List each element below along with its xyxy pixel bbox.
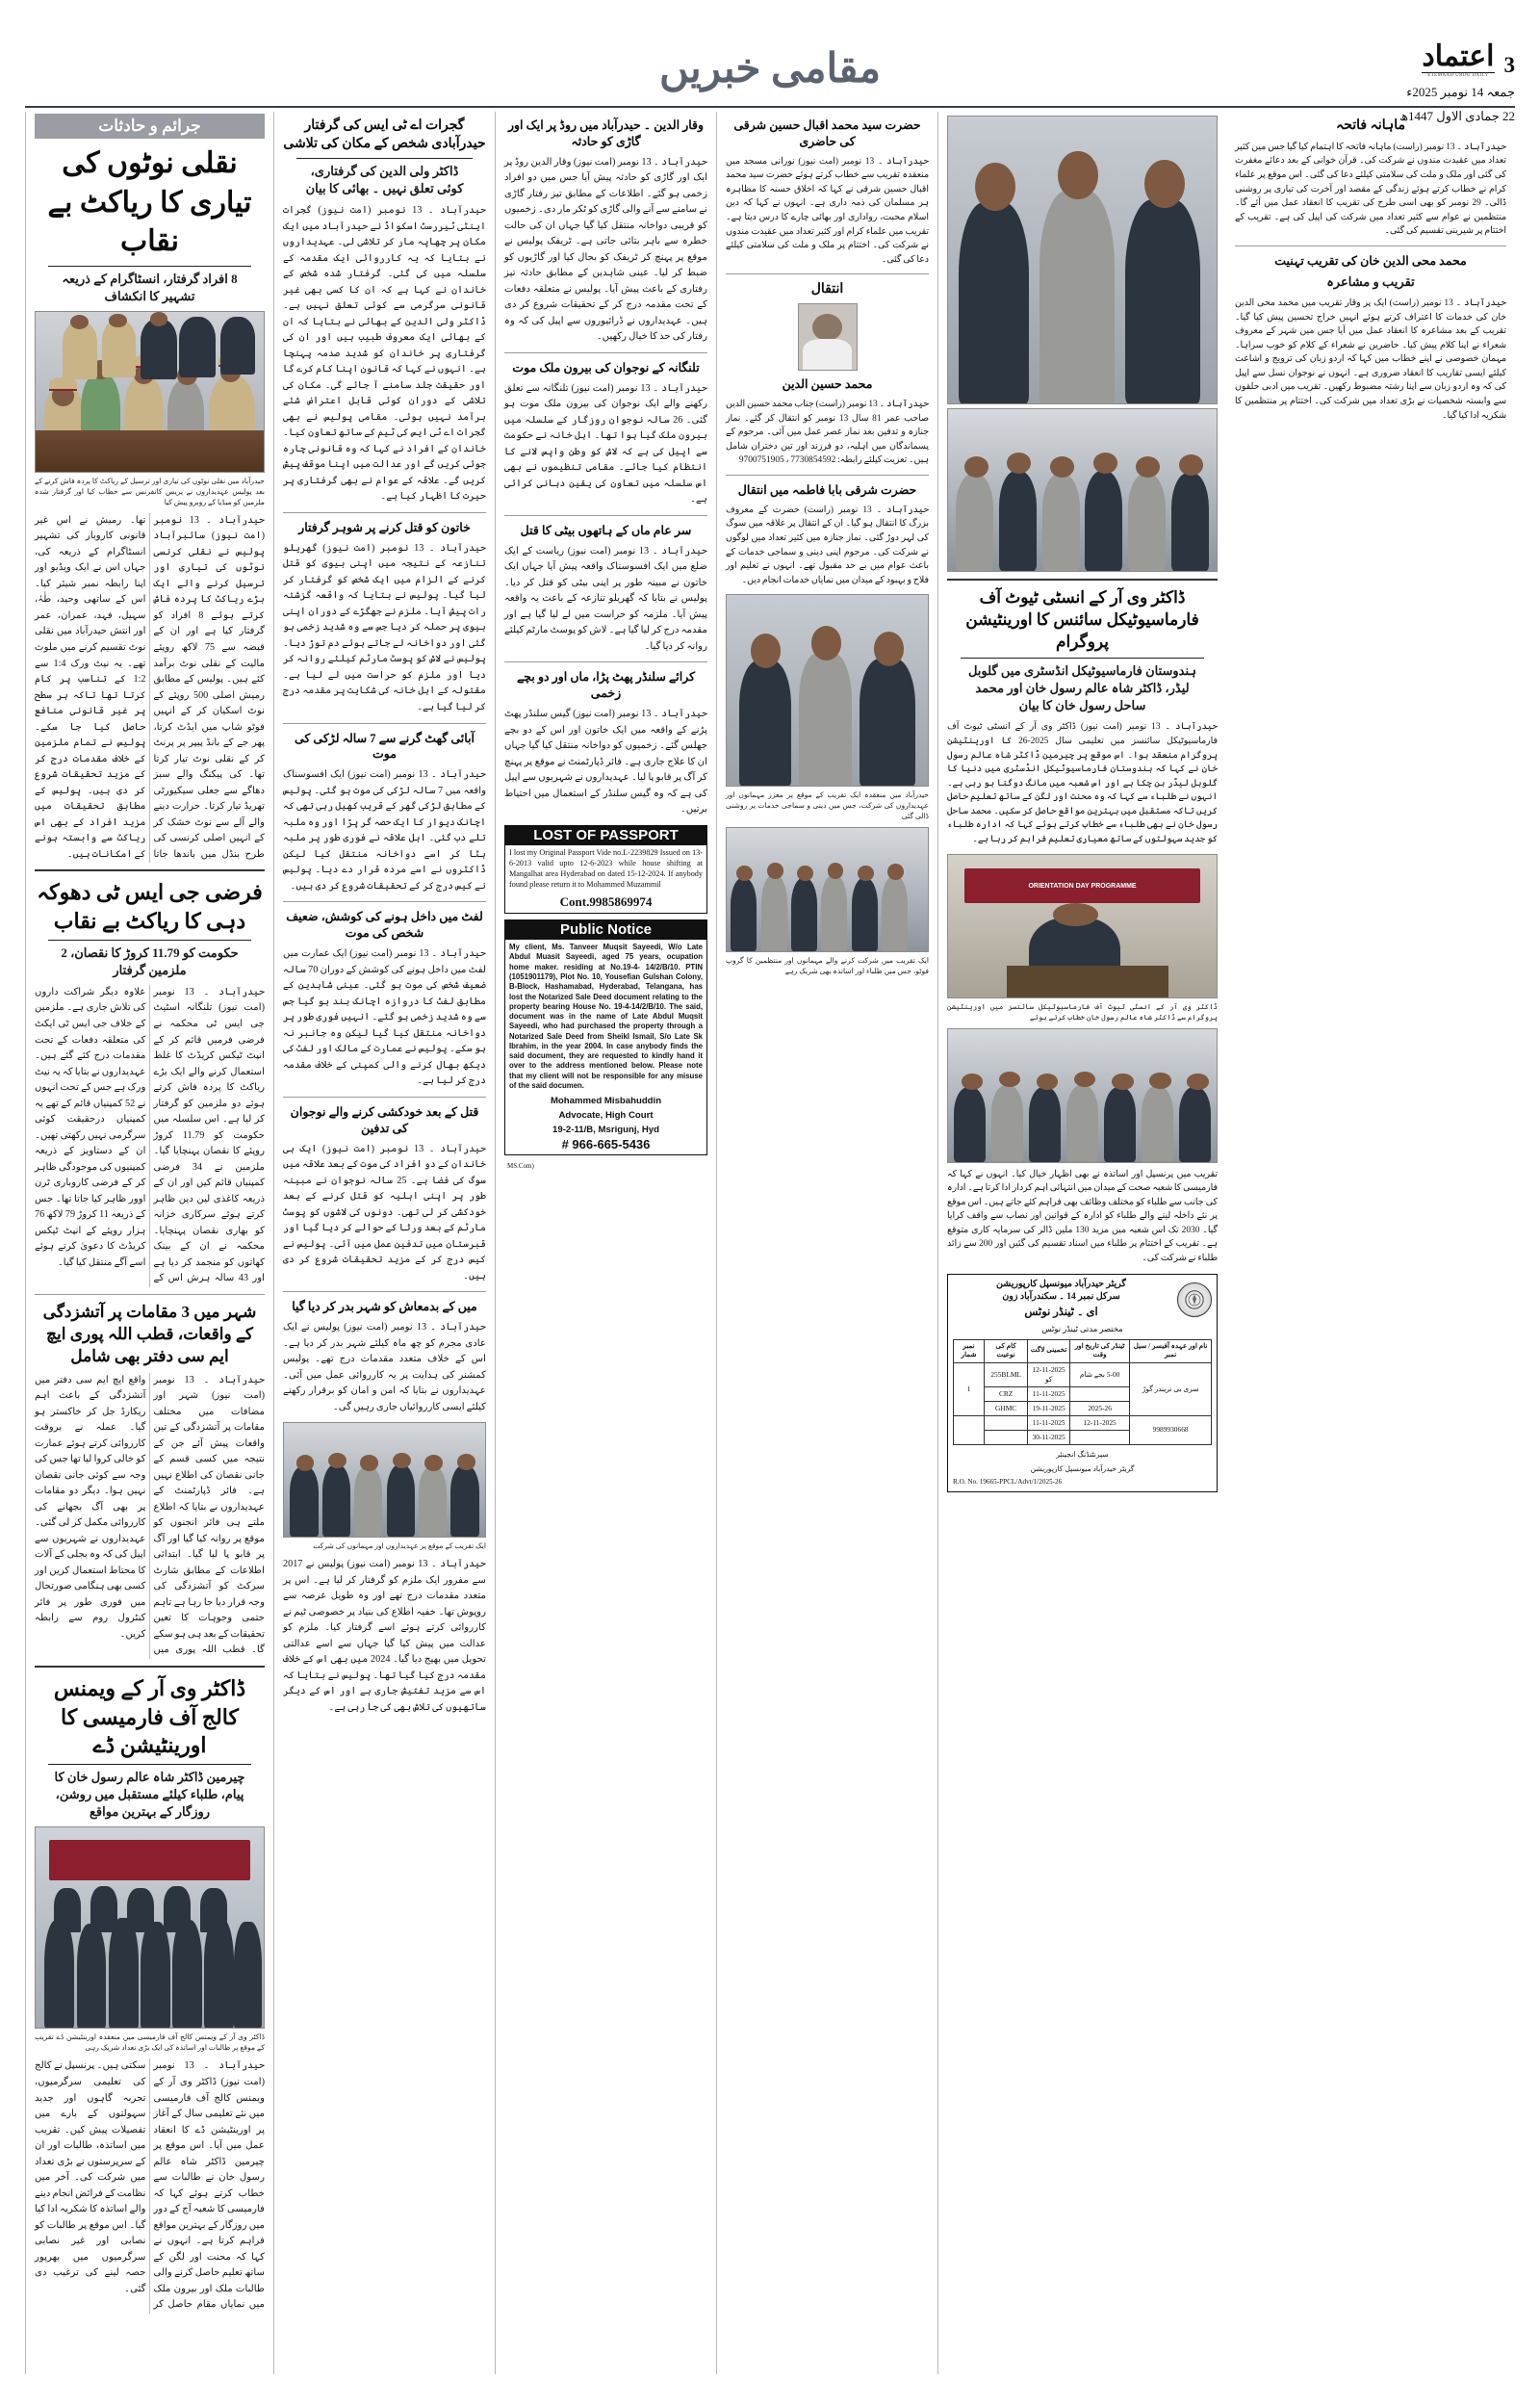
orientation-banner-text: ORIENTATION DAY PROGRAMME (1028, 882, 1137, 890)
c4-story2-headline: تلنگانہ کے نوجوان کی بیرون ملک موت (512, 360, 700, 375)
c3-obituary-body: حیدرآباد ۔ 13 نومبر (راست) جناب محمد حسین الدین صاحب عمر 81 سال 13 نومبر کو انتقال کر گئے۔ نماز جنازہ و تدفین بعد نماز عصر عمل میں آئی۔ مرحوم کے پسماندگان میں اہلیہ، دو فرزند اور تین دختران شامل ہیں۔ تعزیت کیلئے رابطہ: 7730854592 ، 9700751905 (726, 400, 929, 466)
date-hijri: 22 جمادی الاول 1447ھ (1399, 108, 1515, 123)
c5-story2-body: حیدرآباد ۔ 13 نومبر (امت نیوز) گھریلو تنازعہ کے نتیجہ میں اپنی بیوی کو قتل کرنے کے الزام میں ایک شخص کو گرفتار کر لیا گیا۔ پولیس نے بتایا کہ واقعہ گزشتہ رات پیش آیا۔ ملزم نے جھگڑے کے دوران اپنی بیوی پر حملہ کر دیا جس سے وہ شدید زخمی ہو گئی اور دواخانہ لے جاتے ہوئے دم توڑ دیا۔ پولیس نے لاش کو پوسٹ مارٹم کیلئے روانہ کر دیا اور ملزم کو حراست میں لے لیا ہے۔ مقتولہ کے اہل خانہ کی شکایت پر مقدمہ درج کر لیا گیا ہے۔ (283, 542, 486, 712)
c4-story3-body: حیدرآباد ۔ 13 نومبر (امت نیوز) ریاست کے ایک ضلع میں ایک افسوسناک واقعہ پیش آیا جہاں ایک خاتون نے مبینہ طور پر اپنی بیٹی کو قتل کر دیا۔ پولیس نے بتایا کہ گھریلو تنازعہ کے باعث یہ واقعہ پیش آیا۔ ملزمہ کو حراست میں لے لیا گیا ہے اور مقدمہ درج کر لیا گیا ہے۔ لاش کو پوسٹ مارٹم کیلئے روانہ کر دیا گیا۔ (503, 545, 707, 652)
public-notice-sign-line2: Advocate, High Court (558, 1110, 654, 1122)
photo-obituary-portrait (798, 303, 858, 371)
story4-body: حیدرآباد ۔ 13 نومبر (امت نیوز) ڈاکٹر وی آر کے ویمنس کالج آف فارمیسی میں نئے تعلیمی سال کے آغاز پر اورینٹیشن ڈے کا انعقاد عمل میں آیا۔ اس موقع پر چیرمین ڈاکٹر شاہ عالم رسول خان نے طالبات سے خطاب کرتے ہوئے کہا کہ فارمیسی کا شعبہ آج کے دور میں روزگار کے بہترین مواقع فراہم کرتا ہے۔ انہوں نے کہا کہ محنت اور لگن کے ساتھ تعلیم حاصل کرنے والی طالبات ملک اور بیرون ملک میں نمایاں مقام حاصل کر سکتی ہیں۔ پرنسپل نے کالج کی تعلیمی سرگرمیوں، تجربہ گاہوں اور جدید سہولتوں کے بارے میں تفصیلات پیش کیں۔ تقریب میں اساتذہ، طالبات اور ان کے سرپرستوں نے بڑی تعداد میں شرکت کی۔ آخر میں نظامت کے فرائض انجام دینے والے اساتذہ کا شکریہ ادا کیا گیا۔ اس موقع پر طالبات کو نصابی اور غیر نصابی سرگرمیوں میں بھرپور حصہ لینے کی ترغیب دی گئی۔ (35, 2060, 265, 2311)
tender-header-row (954, 1339, 1212, 1362)
c3-obituary-name: محمد حسین الدین (782, 377, 873, 392)
c5-story5-body: حیدرآباد ۔ 13 نومبر (امت نیوز) ایک ہی خاندان کے دو افراد کی موت کے بعد علاقہ میں سوگ کی فضا ہے۔ 25 سالہ نوجوان نے مبینہ طور پر اپنی اہلیہ کو قتل کرنے کے بعد خودکشی کر لی تھی۔ دونوں کی لاشوں کو پوسٹ مارٹم کے بعد ورثا کے حوالے کر دیا گیا اور قبرستان میں تدفین عمل میں آئی۔ پولیس نے کیس درج کر کے مزید تحقیقات شروع کر دی ہیں۔ (283, 1143, 486, 1281)
tender-cell-work-0: 255BLML (985, 1363, 1028, 1387)
tender-cell-sno-0: 1 (954, 1363, 985, 1416)
tender-org-line2: سرکل نمبر 14 ۔ سکندرآباد زون (1002, 1292, 1120, 1303)
public-notice-body: My client, Ms. Tanveer Muqsit Sayeedi, W/o Late Abdul Muasit Sayeedi, aged 75 years, ocupation home maker. residing at No.19-4- 14/2/B/10. PTIN (1051901179), Plot No. 10, Yousefian Gulshan Colony, B-Block, Hashamabad, Hyderabad, Telangana, has lost the Notarized Sale Deed document relating to the property bearing House No. 19-4-14/2/B/10. The said, document was in the name of Late Abdul Muqsit Sayeedi, who had purchased the property through a Notarized Sale Deed from Sheikl Ismail, S/o Late Sk Ibrahim, in the year 2004. In case anybody finds the said document, they are requested to kindly hand it over to the address mentioned below. Please note that my client will not be responsible for any misuse of the said documen. (509, 943, 703, 1091)
tender-cell-cost-2: 19-11-2025 (1028, 1401, 1070, 1415)
tender-cell-work-2: GHMC (985, 1401, 1028, 1415)
tender-table (953, 1339, 1212, 1445)
lost-passport-title: LOST OF PASSPORT (505, 826, 706, 846)
c3-story3-body: حیدرآباد ۔ 13 نومبر (راست) حضرت کے معروف بزرگ کا انتقال ہو گیا۔ ان کے انتقال پر علاقہ میں سوگ کی لہر دوڑ گئی۔ نماز جنازہ میں کثیر تعداد میں لوگوں نے شرکت کی۔ مرحوم اپنی دینی و سماجی خدمات کے باعث عوام میں بے حد مقبول تھے۔ انہوں نے تعلیم اور فلاح و بہبود کے میدان میں نمایاں خدمات انجام دیں۔ (726, 505, 929, 585)
brand-logo-subtitle: ETEMAAD URDU DAILY (1427, 73, 1489, 78)
section-title: مقامی خبریں (658, 47, 881, 91)
tender-notice (947, 1274, 1218, 1492)
c2-photo-caption: ڈاکٹر وی آر کے انسٹی ٹیوٹ آف فارماسیوٹیکل سائنسز میں اورینٹیشن پروگرام سے ڈاکٹر شاہ عالم رسول خان خطاب کرتے ہوئے (947, 1001, 1218, 1022)
photo-event-hall (947, 116, 1218, 404)
c5-story4-body: حیدرآباد ۔ 13 نومبر (امت نیوز) ایک عمارت میں لفٹ میں داخل ہونے کی کوشش کے دوران 70 سالہ ضعیف شخص کی موت ہو گئی۔ عینی شاہدین کے مطابق لفٹ کا دروازہ اچانک بند ہو گیا جس سے وہ شدید زخمی ہو گئے۔ انہیں فوری طور پر دواخانہ منتقل کیا گیا لیکن وہ جانبر نہ ہو سکے۔ پولیس نے عمارت کے مالک اور لفٹ کی دیکھ بھال کرنے والی کمپنی کے خلاف مقدمہ درج کر لیا ہے۔ (283, 948, 486, 1087)
lead-body: حیدرآباد ۔ 13 نومبر (امت نیوز) سائبرآباد پولیس نے نقلی کرنسی نوٹوں کی تیاری اور ترسیل کرنے والے ایک بڑے ریاکٹ کا پردہ فاش کرتے ہوئے 8 افراد کو گرفتار کیا ہے اور ان کے قبضہ سے 75 لاکھ روپئے مالیت کے نقلی نوٹ برآمد کئے ہیں۔ پولیس کے مطابق رمیش اصلی 500 روپئے کے نوٹ اسکیان کر کے انہیں فوٹو شاپ میں ایڈٹ کرتا، پھر جے کے بانڈ پیپر پر پرنٹ کر کے نقلی نوٹ تیار کرتا تھا۔ کی پیکنگ والے سبز دھاگے سے جعلی سیکیورٹی تھریڈ تیار کرتا۔ حرارت دینے والے آلے سے نوٹ خشک کر کے انہیں اصلی کرنسی کی طرح بنڈل میں باندھا جاتا تھا۔ رمیش نے اس غیر قانونی کاروبار کی تشہیر انسٹاگرام کے ذریعہ کی، جہاں اس نے ایک ویڈیو اور اپنا رابطہ نمبر شیئر کیا۔ اس کے ساتھی وحید، طٰہٰ، سہیل، فہد، عمران، عمر اور انتش حیدرآباد میں نقلی نوٹ تقسیم کرنے میں ملوث تھے۔ یہ نیٹ ورک 1:4 سے 1:2 کے تناسب پر کام کرتا تھا تاکہ ہر سطح پر غیر قانونی منافع حاصل کیا جا سکے۔ پولیس نے تمام ملزمین کے خلاف مقدمات درج کر کے مزید تحقیقات شروع کر دی ہیں۔ پولیس کے مطابق تحقیقات میں مزید افراد کے بھی اس ریاکٹ سے وابستہ ہونے کے امکانات ہیں۔ (35, 514, 265, 860)
c4-story4-body: حیدرآباد ۔ 13 نومبر (امت نیوز) گیس سلنڈر پھٹ پڑنے کے واقعہ میں ایک خاتون اور اس کے دو بچے جھلس گئے۔ زخمیوں کو دواخانہ منتقل کیا گیا جہاں ان کا علاج جاری ہے۔ فائر ڈپارٹمنٹ نے موقع پر پہنچ کر آگ پر قابو پا لیا۔ عہدیداروں نے شہریوں سے اپیل کی ہے کہ وہ گیس سلنڈر کے استعمال میں احتیاط برتیں۔ (504, 709, 707, 815)
c4-story4-headline: کرائے سلنڈر پھٹ پڑا، ماں اور دو بچے زخمی (516, 670, 696, 701)
c1-story1-headline: ماہانہ فاتحہ (1336, 118, 1405, 133)
tender-cell-work-3 (985, 1415, 1028, 1430)
c1-story2-headline: محمد محی الدین خان کی تقریب تہنیت (1274, 253, 1467, 268)
public-notice-footer: MS.Com) (507, 1162, 534, 1171)
photo-group-students (947, 408, 1218, 572)
tender-col-sno: نمبر شمار (954, 1339, 985, 1362)
c1-story2-subhead: تقریب و مشاعرہ (1326, 273, 1415, 289)
c5-story4-headline: لفٹ میں داخل ہونے کی کوشش، ضعیف شخص کی موت (286, 910, 483, 941)
section-banner-crime (35, 114, 265, 139)
tender-cell-date-1 (1070, 1387, 1130, 1402)
tender-cell-cost-0: 12-11-2025 کو (1028, 1363, 1070, 1387)
c5-story6-body: حیدرآباد ۔ 13 نومبر (امت نیوز) پولیس نے ایک عادی مجرم کو چھ ماہ کیلئے شہر بدر کر دیا ہے۔ اس کے خلاف متعدد مقدمات درج تھے۔ پولیس کمشنر کی ہدایت پر یہ کارروائی عمل میں آئی۔ عہدیداروں نے بتایا کہ امن و امان کو برقرار رکھنے کیلئے ایسی کارروائیاں جاری رہیں گی۔ (283, 1322, 486, 1412)
tender-col-date: ٹینڈر کی تاریخ اور وقت (1070, 1339, 1130, 1362)
c5-story3-body: حیدرآباد ۔ 13 نومبر (امت نیوز) ایک افسوسناک واقعہ میں 7 سالہ لڑکی کی موت ہو گئی۔ پولیس کے مطابق لڑکی گھر کے قریب کھیل رہی تھی کہ اچانک دیوار کا ایک حصہ گر پڑا اور وہ ملبہ تلے دب گئی۔ اہل علاقہ نے فوری طور پر ملبہ ہٹا کر اسے دواخانہ منتقل کیا لیکن ڈاکٹروں نے اسے مردہ قرار دے دیا۔ پولیس نے کیس درج کر کے تحقیقات شروع کر دی ہیں۔ (283, 769, 486, 892)
tender-cell-work-4 (985, 1430, 1028, 1444)
tender-col-cost: تخمینی لاگت (1028, 1339, 1070, 1362)
c4-story2-body: حیدرآباد ۔ 13 نومبر (امت نیوز) تلنگانہ سے تعلق رکھنے والے ایک نوجوان کی بیرون ملک موت ہو گئی۔ 26 سالہ نوجوان روزگار کے سلسلہ میں بیرون ملک گیا ہوا تھا۔ اہل خانہ نے حکومت سے اپیل کی ہے کہ لاش کو وطن واپس لانے کا انتظام کیا جائے۔ مقامی تنظیموں نے بھی اس سلسلہ میں تعاون کی یقین دہانی کرائی ہے۔ (504, 382, 707, 505)
lead-headline: نقلی نوٹوں کی تیاری کا ریاکٹ بے نقاب (47, 147, 252, 257)
tender-cell-date-0: 5-00 بجے شام (1070, 1363, 1130, 1387)
lead-photo-caption: حیدرآباد میں نقلی نوٹوں کی تیاری اور ترسیل کے ریاکٹ کا پردہ فاش کرنے کے بعد پولیس عہدیداروں نے پریس کانفرنس سے خطاب کیا اور گرفتار شدہ ملزمین کو میڈیا کے روبرو پیش کیا (35, 476, 265, 506)
tender-cell-officer-0: سری بی نریندر گوڑ (1130, 1363, 1212, 1416)
c2-story1-body: حیدرآباد ۔ 13 نومبر (امت نیوز) ڈاکٹر وی آر کے انسٹی ٹیوٹ آف فارماسیوٹیکل سائنسز میں تعلیمی سال 2025-26 کا اورینٹیشن پروگرام منعقد ہوا۔ اس موقع پر چیرمین ڈاکٹر شاہ عالم رسول خان نے کہا کہ ہندوستان فارماسیوٹیکل انڈسٹری میں دنیا کا گلوبل لیڈر بن چکا ہے اور اس شعبہ میں مانگ دوگنا ہو رہی ہے۔ انہوں نے طلباء سے کہا کہ وہ محنت اور لگن کے ساتھ تعلیم حاصل کریں تاکہ مستقبل میں بہترین مواقع حاصل کر سکیں۔ محمد ساحل رسول خان نے بھی طلباء سے خطاب کرتے ہوئے کہا کہ ادارہ طلباء کو جدید سہولتوں کے ساتھ معیاری تعلیم فراہم کر رہا ہے۔ (947, 722, 1218, 844)
tender-cell-date-2: 2025-26 (1070, 1401, 1130, 1415)
photo-audience (947, 1028, 1218, 1163)
column-community (1226, 112, 1515, 2374)
tender-col-work: کام کی نوعیت (985, 1339, 1028, 1362)
c3-story3-headline: حضرت شرقی بابا فاطمہ میں انتقال (737, 483, 917, 498)
column-crime-main (25, 112, 273, 2374)
table-row (954, 1363, 1212, 1387)
c2-story1-headline: ڈاکٹر وی آر کے انسٹی ٹیوٹ آف فارماسیوٹیکل سائنس کا اورینٹیشن پروگرام (965, 588, 1199, 651)
c1-story2-body: حیدرآباد ۔ 13 نومبر (راست) ایک پر وقار تقریب میں محمد محی الدین خان کی خدمات کا اعتراف کرتے ہوئے انہیں خراج تحسین پیش کیا گیا۔ تقریب کے بعد مشاعرہ کا انعقاد عمل میں آیا جس میں شہر کے معروف شعراء نے اپنا کلام پیش کیا۔ حاضرین نے شعراء کے کلام کو خوب سراہا۔ مہمان خصوصی نے اپنے خطاب میں کہا کہ اردو زبان کی ترویج و اشاعت کیلئے ایسی تقاریب کا انعقاد ضروری ہے۔ انہوں نے نوجوان نسل سے اپیل کی کہ وہ اردو زبان سے اپنا رشتہ مضبوط رکھیں۔ تقریب میں ادبی حلقوں سے وابستہ شخصیات نے بڑی تعداد میں شرکت کی۔ اختتام پر منتظمین کا شکریہ ادا کیا گیا۔ (1235, 298, 1506, 421)
c2-story1-subhead: ہندوستان فارماسیوٹیکل انڈسٹری میں گلوبل لیڈر، ڈاکٹر شاہ عالم رسول خان اور محمد ساحل رسول خان کا بیان (961, 658, 1204, 715)
c5-story7-body: حیدرآباد ۔ 13 نومبر (امت نیوز) پولیس نے 2017 سے مفرور ایک ملزم کو گرفتار کر لیا ہے۔ اس پر متعدد مقدمات درج تھے اور وہ طویل عرصہ سے روپوش تھا۔ خفیہ اطلاع کی بنیاد پر خصوصی ٹیم نے کارروائی کرتے ہوئے اسے گرفتار کیا۔ ملزم کو عدالت میں پیش کیا گیا جہاں سے اسے عدالتی تحویل میں بھیج دیا گیا۔ 2024 میں بھی اس کے خلاف مقدمہ درج کیا گیا تھا۔ پولیس نے بتایا کہ اس سے مزید تفتیش جاری ہے اور اس کے دیگر ساتھیوں کی تلاش بھی کی جا رہی ہے۔ (283, 1559, 486, 1713)
lost-passport-body: I lost my Original Passport Vide no.L-2239829 Issued on 13-6-2013 valid upto 12-6-2023 while house shifting at Mangalhat area Hyderabad on dated 15-12-2024. If anybody found please return it to Mohammed Muzammil (509, 848, 703, 889)
photo-group-ceremony (726, 827, 929, 952)
c5-story2-headline: خاتون کو قتل کرنے پر شوہر گرفتار (298, 520, 471, 534)
column-notices (495, 112, 716, 2374)
date-gregorian: جمعہ 14 نومبر 2025ء (1406, 85, 1515, 99)
page-grid (25, 112, 1515, 2374)
section-banner-label: جرائم و حادثات (98, 116, 201, 135)
tender-cell-date-4 (1070, 1430, 1130, 1444)
c5-story6-headline: میں کے بدمعاش کو شہر بدر کر دیا گیا (292, 1300, 477, 1314)
column-crime-briefs (273, 112, 495, 2374)
tender-cell-sno-3 (954, 1415, 985, 1444)
story2-body: حیدرآباد ۔ 13 نومبر (امت نیوز) تلنگانہ اسٹیٹ جی ایس ٹی محکمہ نے فرضی فرمیں قائم کر کے انپٹ ٹیکس کریڈٹ کا غلط استعمال کرنے والے ایک بڑے ریاکٹ کا پردہ فاش کرتے ہوئے دو ملزمین کو گرفتار کر لیا ہے۔ اس سلسلہ میں حکومت کو 11.79 کروڑ روپئے کا نقصان پہنچایا گیا۔ ملزمین نے 34 فرضی کمپنیاں قائم کیں اور ان کے ذریعہ کاغذی لین دین ظاہر کرتے ہوئے سرکاری خزانہ کو بھاری نقصان پہنچایا۔ محکمہ نے ان کے بینک کھاتوں کو منجمد کر دیا ہے اور 43 سالہ ہرش اس کے علاوہ دیگر شراکت داروں کی تلاش جاری ہے۔ ملزمین کے خلاف جی ایس ٹی ایکٹ کی متعلقہ دفعات کے تحت مقدمات درج کئے گئے ہیں۔ عہدیداروں نے بتایا کہ یہ نیٹ ورک ہے جس کے تحت انہوں نے 52 کمپنیاں قائم کے تھے یہ کمپنیاں درحقیقت کوئی سرگرمی نہیں رکھتی تھیں۔ ان کے دستاویز کے ذریعہ کمپنیوں کی موجودگی ظاہر کر کے فرضی کاروباری ٹرن اوور ظاہر کیا جاتا تھا۔ جس کے ذریعہ 11 کروڑ 79 لاکھ 76 ہزار روپئے کے انپٹ ٹیکس کریڈٹ کا دعویٰ کرتے ہوئے اسے آگے منتقل کیا گیا۔ (35, 986, 266, 1284)
c3-story1-headline: حضرت سید محمد اقبال حسین شرقی کی حاضری (733, 118, 921, 148)
public-notice-phone: # 966-665-5436 (561, 1137, 651, 1152)
photo-women-college (35, 1826, 265, 2029)
tender-org-line1: گریٹر حیدرآباد میونسپل کارپوریشن (996, 1279, 1126, 1289)
story2-subhead: حکومت کو 11.79 کروڑ کا نقصان، 2 ملزمین گرفتار (48, 940, 251, 979)
brand-logo: اعتماد (1422, 40, 1495, 72)
photo-group-men (283, 1422, 486, 1538)
story4-photo-caption: ڈاکٹر وی آر کے ویمنس کالج آف فارمیسی میں منعقدہ اورینٹیشن ڈے تقریب کے موقع پر طالبات اور اساتذہ کی ایک بڑی تعداد شریک رہی (35, 2032, 265, 2053)
photo-ceremony-large (726, 594, 929, 787)
story4-headline: ڈاکٹر وی آر کے ویمنس کالج آف فارمیسی کا اورینٹیشن ڈے (53, 1675, 246, 1758)
story3-body: حیدرآباد ۔ 13 نومبر (امت نیوز) شہر اور مضافات میں مختلف مقامات پر آتشزدگی کے تین واقعات پیش آئے جن کے نتیجہ میں کسی قسم کے جانی نقصان کی اطلاع نہیں ہے۔ فائر ڈپارٹمنٹ کے عہدیداروں نے بتایا کہ اطلاع ملتے ہی فائر انجنوں کو موقع پر روانہ کیا گیا اور آگ پر قابو پا لیا گیا۔ ابتدائی اطلاعات کے مطابق شارٹ سرکٹ کو آتشزدگی کی وجہ قرار دیا جا رہا ہے تاہم حتمی وجوہات کا تعین تحقیقات کے بعد ہی ہو سکے گا۔ قطب اللہ پوری میں واقع ایچ ایم سی دفتر میں آتشزدگی کے باعث اہم ریکارڈ جل کر خاکستر ہو گیا۔ عملہ نے بروقت کارروائی کرتے ہوئے عمارت کو خالی کروا لیا تھا جس کی وجہ سے کوئی جانی نقصان نہیں ہوا۔ دیگر دو مقامات پر بھی آگ بجھانے کی کارروائی مکمل کر لی گئی۔ عہدیداروں نے شہریوں سے اپیل کی کہ وہ بجلی کے آلات کا محتاط استعمال کریں اور کسی بھی ہنگامی صورتحال میں فوری طور پر فائر کنٹرول روم سے رابطہ کریں۔ (35, 1374, 265, 1656)
c3-photo-caption-2: ایک تقریب میں شرکت کرنے والے مہمانوں اور منتظمین کا گروپ فوٹو، جس میں طلباء اور اساتذہ بھی شریک رہے (726, 956, 929, 976)
page-number: 3 (1503, 53, 1515, 77)
lead-subhead: 8 افراد گرفتار، انسٹاگرام کے ذریعہ تشہیر کا انکشاف (48, 266, 251, 305)
c4-story3-headline: سر عام ماں کے ہاتھوں بیٹی کا قتل (520, 523, 692, 537)
c4-story1-body: حیدرآباد ۔ 13 نومبر (امت نیوز) وقار الدین روڈ پر ایک اور گاڑی کو حادثہ پیش آیا جس میں دو افراد زخمی ہو گئے۔ اطلاعات کے مطابق تیز رفتار گاڑی نے سامنے سے آنے والی گاڑی کو ٹکر مار دی۔ زخمیوں کو قریبی دواخانہ منتقل کیا گیا جہاں ان کی حالت خطرہ سے باہر بتائی جاتی ہے۔ ٹریفک پولیس نے موقع پر پہنچ کر ٹریفک کو بحال کیا اور گاڑیوں کو ضبط کر لیا۔ عینی شاہدین کے مطابق حادثہ تیز رفتاری کے باعث پیش آیا۔ پولیس نے متعلقہ دفعات کے تحت مقدمہ درج کر کے تحقیقات شروع کر دی ہیں۔ عہدیداروں نے ڈرائیوروں سے اپیل کی کہ وہ رفتار کی حد کا خیال رکھیں۔ (504, 156, 707, 343)
tender-cell-cost-3: 11-11-2025 (1028, 1415, 1070, 1430)
masthead (25, 17, 1515, 123)
c1-story1-body: حیدرآباد ۔ 13 نومبر (راست) ماہانہ فاتحہ کا اہتمام کیا گیا جس میں کثیر تعداد میں عقیدت مندوں نے شرکت کی۔ قرآن خوانی کے بعد دعائے مغفرت کی گئی اور ملک و ملت کی سلامتی کیلئے دعا کی گئی۔ اس موقع پر علماء کرام نے خطاب کرتے ہوئے زندگی کے مقصد اور آخرت کی تیاری پر روشنی ڈالی۔ 29 نومبر کو بھی اسی طرح کی تقریب کا انعقاد عمل میں آئے گا۔ منتظمین نے عوام سے کثیر تعداد میں شرکت کی اپیل کی ہے۔ تقریب کے اختتام پر شیرینی تقسیم کی گئی۔ (1235, 142, 1506, 237)
c5-story1-headline: گجرات اے ٹی ایس کی گرفتار حیدرآبادی شخص کے مکان کی تلاشی (283, 118, 486, 151)
c3-photo-caption-1: حیدرآباد میں منعقدہ ایک تقریب کے موقع پر معزز مہمانوں اور عہدیداروں کی شرکت، جس میں دینی و سماجی خدمات پر روشنی ڈالی گئی (726, 790, 929, 821)
table-row (954, 1415, 1212, 1430)
tender-col-officer: نام اور عہدہ آفیسر / سیل نمبر (1130, 1339, 1212, 1362)
column-religious (716, 112, 937, 2374)
public-notice-signature: Mohammed Misbahuddin (550, 1096, 662, 1107)
tender-tin: 9989930668 (1130, 1415, 1212, 1444)
public-notice-title: Public Notice (505, 920, 706, 941)
c5-story3-headline: آبائی گھٹ گرنے سے 7 سالہ لڑکی کی موت (294, 731, 475, 762)
c3-obituary-headline: انتقال (810, 282, 844, 298)
c5-story1-subhead: ڈاکٹر ولی الدین کی گرفتاری، کوئی تعلق نہیں ۔ بھائی کا بیان (296, 158, 473, 197)
column-institute (937, 112, 1226, 2374)
story3-headline: شہر میں 3 مقامات پر آتشزدگی کے واقعات، قطب اللہ پوری ایچ ایم سی دفتر بھی شامل (42, 1302, 257, 1365)
tender-cell-work-1: CRZ (985, 1387, 1028, 1402)
lost-passport-contact: Cont.9985869974 (559, 893, 653, 909)
photo-podium-speaker (947, 854, 1218, 998)
tender-subtitle: مختصر مدتی ٹینڈر نوٹس (1041, 1324, 1123, 1333)
c5-story1-body: حیدرآباد ۔ 13 نومبر (امت نیوز) گجرات اینٹی ٹیررسٹ اسکواڈ نے حیدرآباد میں ایک مکان پر چھاپہ مار کر تلاشی لی۔ عہدیداروں نے بتایا کہ یہ کارروائی ایک مقدمہ کے سلسلہ میں کی گئی۔ گرفتار شدہ شخص کے خاندان نے کہا ہے کہ ان کا کسی بھی غیر قانونی سرگرمی سے کوئی تعلق نہیں ہے۔ ڈاکٹر ولی الدین کے بھائی نے بتایا کہ ان کے بھائی ایک معروف طبیب ہیں اور ان کی گرفتاری پر خاندان کو شدید صدمہ پہنچا ہے۔ انہوں نے کہا کہ قانون اپنا کام کرے گا اور حقیقت جلد سامنے آ جائے گی۔ مکان کی تلاشی کے دوران کوئی قابل اعتراض شئے برآمد نہیں ہوئی۔ مقامی پولیس نے بھی گجرات اے ٹی ایس کی ٹیم کے ساتھ تعاون کیا۔ خاندان کے افراد نے کہا کہ وہ قانونی چارہ جوئی کریں گے اور عدالت میں اپنا موقف پیش کریں گے۔ علاقہ کے عوام نے بھی گرفتاری پر حیرت کا اظہار کیا ہے۔ (283, 205, 486, 503)
story4-subhead: چیرمین ڈاکٹر شاہ عالم رسول خان کا پیام، طلباء کیلئے مستقبل میں روشن، روزگار کے بہترین مواقع (48, 1764, 251, 1822)
tender-cell-cost-4: 30-11-2025 (1028, 1430, 1070, 1444)
tender-rg-no: R.O. No. 19665-PPCL/Advt/1/2025-26 (953, 1477, 1063, 1486)
c5-story5-headline: قتل کے بعد خودکشی کرنے والے نوجوان کی تدفین (290, 1104, 479, 1135)
c2-story1-body2: تقریب میں پرنسپل اور اساتذہ نے بھی اظہار خیال کیا۔ انہوں نے کہا کہ فارمیسی کا شعبہ صحت کے میدان میں انتہائی اہم کردار ادا کرتا ہے۔ ادارہ کی جانب سے طلباء کو مختلف وظائف بھی فراہم کئے جاتے ہیں۔ اس موقع پر نئے داخلہ لینے والے طلباء کو ادارہ کے قوانین اور نصاب سے واقف کرایا گیا۔ 2030 تک اس شعبہ میں مزید 130 ملین ڈالر کی سرمایہ کاری متوقع ہے۔ تقریب کے اختتام پر طلباء میں اسناد تقسیم کی گئیں اور 200 سے زائد طلباء نے شرکت کی۔ (947, 1169, 1218, 1264)
tender-cell-cost-1: 11-11-2025 (1028, 1387, 1070, 1402)
c4-story1-headline: وقار الدین ۔ حیدرآباد میں روڈ پر ایک اور گاڑی کو حادثہ (507, 118, 705, 148)
ad-public-notice (504, 919, 707, 1156)
tender-org-line3: ای ۔ ٹینڈر نوٹس (1024, 1307, 1098, 1319)
ad-lost-passport (504, 825, 707, 914)
story2-headline: فرضی جی ایس ٹی دھوکہ دہی کا ریاکٹ بے نقاب (37, 880, 263, 933)
c3-story1-body: حیدرآباد ۔ 13 نومبر (امت نیوز) نورانی مسجد میں منعقدہ تقریب سے خطاب کرتے ہوئے حضرت سید محمد اقبال حسین شرقی نے کہا کہ اخلاق حسنہ کا مظاہرہ ہر مسلمان کی ذمہ داری ہے۔ انہوں نے کہا کہ دین اسلام محبت، رواداری اور بھائی چارے کا درس دیتا ہے۔ تقریب میں علماء کرام اور کثیر تعداد میں عقیدت مندوں نے شرکت کی۔ اختتام پر ملک و ملت کی سلامتی کیلئے دعا کی گئی۔ (726, 156, 929, 265)
ghmc-seal-icon (1177, 1282, 1212, 1317)
public-notice-sign-line3: 19-2-11/B, Msrigunj, Hyd (552, 1125, 659, 1136)
tender-footer-1: سپرنٹنڈنگ انجینئر (1056, 1449, 1109, 1459)
photo-press-conference (35, 311, 265, 473)
tender-cell-date-3: 12-11-2025 (1070, 1415, 1130, 1430)
c5-photo-caption: ایک تقریب کے موقع پر عہدیداروں اور مہمانوں کی شرکت (313, 1541, 486, 1551)
tender-footer-2: گریٹر حیدرآباد میونسپل کارپوریشن (1030, 1463, 1135, 1473)
